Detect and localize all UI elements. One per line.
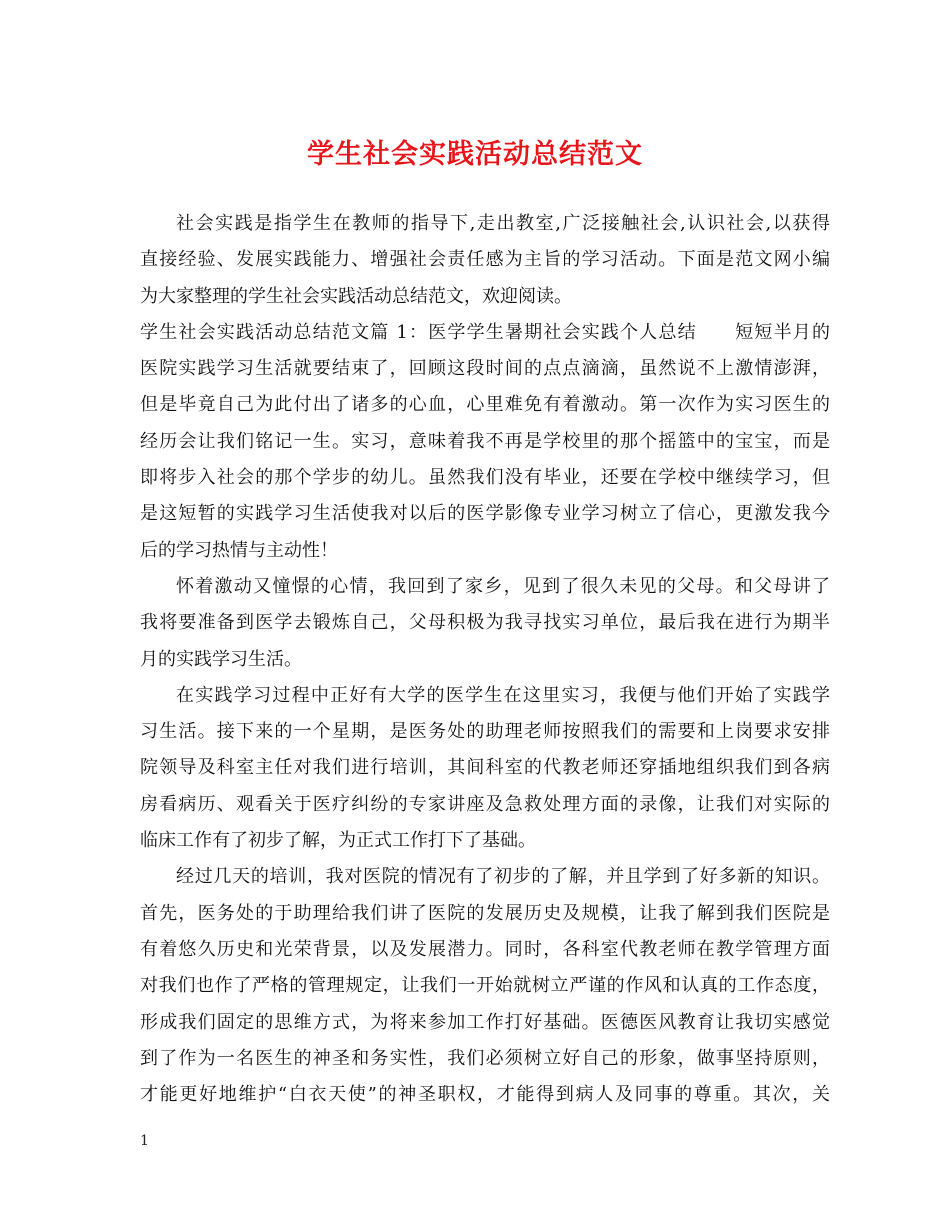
text-line: 社会实践是指学生在教师的指导下,走出教室,广泛接触社会,认识社会,以获得 [176, 213, 830, 234]
text-line: 但是毕竟自己为此付出了诸多的心血，心里难免有着激动。第一次作为实习医生的 [140, 394, 830, 416]
text-line: 房看病历、观看关于医疗纠纷的专家讲座及急救处理方面的录像，让我们对实际的 [140, 793, 830, 815]
text-line: 首先，医务处的于助理给我们讲了医院的发展历史及规模，让我了解到我们医院是 [140, 902, 830, 924]
text-line: 经历会让我们铭记一生。实习，意味着我不再是学校里的那个摇篮中的宝宝，而是 [140, 430, 830, 452]
document-title: 学生社会实践活动总结范文 [307, 139, 643, 170]
text-line: 有着悠久历史和光荣背景，以及发展潜力。同时，各科室代教老师在教学管理方面 [140, 938, 830, 960]
text-line: 直接经验、发展实践能力、增强社会责任感为主旨的学习活动。下面是范文网小编 [140, 249, 830, 271]
text-line: 形成我们固定的思维方式，为将来参加工作打好基础。医德医风教育让我切实感觉 [140, 1011, 830, 1033]
text-line: 临床工作有了初步了解，为正式工作打下了基础。 [140, 830, 536, 852]
text-line: 学生社会实践活动总结范文篇 1：医学学生暑期社会实践个人总结 短短半月的 [140, 321, 830, 343]
text-line: 我将要准备到医学去锻炼自己，父母积极为我寻找实习单位，最后我在进行为期半 [140, 612, 830, 634]
text-line: 才能更好地维护“白衣天使”的神圣职权，才能得到病人及同事的尊重。其次，关 [140, 1084, 830, 1106]
text-line: 怀着激动又憧憬的心情，我回到了家乡，见到了很久未见的父母。和父母讲了 [176, 575, 830, 597]
text-line: 经过几天的培训，我对医院的情况有了初步的了解，并且学到了好多新的知识。 [176, 866, 830, 888]
text-line: 对我们也作了严格的管理规定，让我们一开始就树立严谨的作风和认真的工作态度， [140, 975, 830, 997]
text-line: 是这短暂的实践学习生活使我对以后的医学影像专业学习树立了信心，更激发我今 [140, 503, 830, 525]
page-number: 1 [140, 1133, 149, 1149]
text-line: 为大家整理的学生社会实践活动总结范文，欢迎阅读。 [140, 285, 572, 307]
text-line: 月的实践学习生活。 [140, 648, 302, 670]
text-line: 到了作为一名医生的神圣和务实性，我们必须树立好自己的形象，做事坚持原则， [140, 1047, 830, 1069]
text-line: 即将步入社会的那个学步的幼儿。虽然我们没有毕业，还要在学校中继续学习，但 [140, 467, 830, 489]
text-line: 院领导及科室主任对我们进行培训，其间科室的代教老师还穿插地组织我们到各病 [140, 757, 830, 779]
text-line: 在实践学习过程中正好有大学的医学生在这里实习，我便与他们开始了实践学 [176, 684, 830, 706]
text-line: 医院实践学习生活就要结束了，回顾这段时间的点点滴滴，虽然说不上激情澎湃， [140, 358, 830, 380]
text-line: 后的学习热情与主动性！ [140, 539, 338, 561]
text-line: 习生活。接下来的一个星期，是医务处的助理老师按照我们的需要和上岗要求安排 [140, 721, 830, 743]
document-body [140, 206, 830, 1113]
